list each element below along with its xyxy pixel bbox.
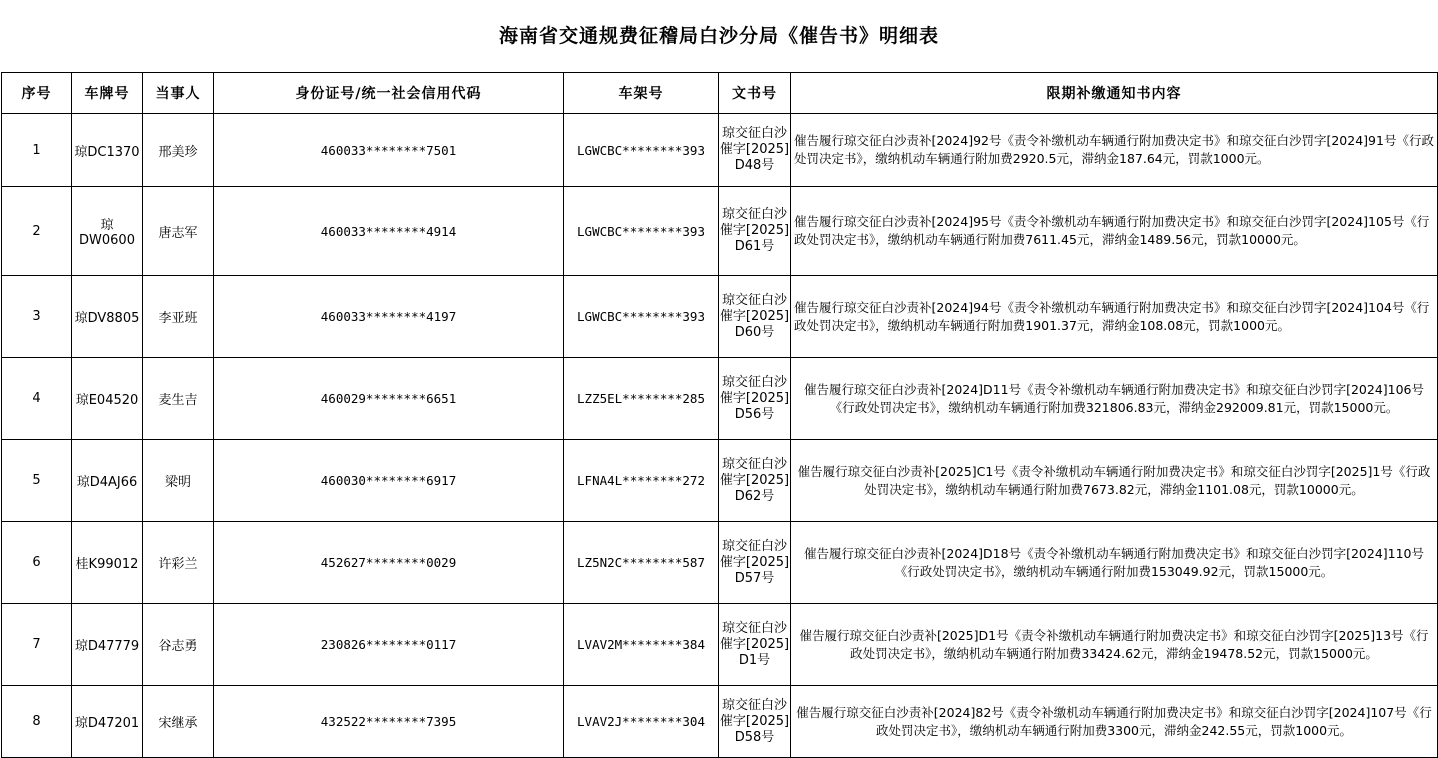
row-content: 催告履行琼交征白沙责补[2024]92号《责令补缴机动车辆通行附加费决定书》和琼交征白沙罚字[2024]91号《行政处罚决定书》，缴纳机动车辆通行附加费2920.5元，滞纳金187.64元，罚款1000元。 [791, 114, 1438, 187]
row-id: 460033********4914 [214, 187, 564, 276]
row-plate: 桂K99012 [72, 522, 143, 604]
table-row [2, 686, 1438, 758]
row-doc-no: 琼交征白沙催字[2025]D48号 [719, 114, 791, 187]
row-doc-no: 琼交征白沙催字[2025]D62号 [719, 440, 791, 522]
row-plate: 琼DW0600 [72, 187, 143, 276]
row-content: 催告履行琼交征白沙责补[2024]95号《责令补缴机动车辆通行附加费决定书》和琼交征白沙罚字[2024]105号《行政处罚决定书》，缴纳机动车辆通行附加费7611.45元，滞纳金1489.56元，罚款10000元。 [791, 187, 1438, 276]
row-no: 2 [2, 187, 72, 276]
row-doc-no: 琼交征白沙催字[2025]D1号 [719, 604, 791, 686]
table-header-row [2, 73, 1438, 114]
row-id: 230826********0117 [214, 604, 564, 686]
row-plate: 琼DV8805 [72, 276, 143, 358]
row-party: 邢美珍 [143, 114, 214, 187]
row-vin: LGWCBC********393 [564, 276, 719, 358]
col-header-id: 身份证号/统一社会信用代码 [214, 73, 564, 114]
col-header-doc: 文书号 [719, 73, 791, 114]
row-no: 3 [2, 276, 72, 358]
col-header-vin: 车架号 [564, 73, 719, 114]
table-row [2, 522, 1438, 604]
row-vin: LGWCBC********393 [564, 114, 719, 187]
row-party: 谷志勇 [143, 604, 214, 686]
row-vin: LVAV2J********304 [564, 686, 719, 758]
row-content: 催告履行琼交征白沙责补[2025]D1号《责令补缴机动车辆通行附加费决定书》和琼交征白沙罚字[2025]13号《行政处罚决定书》，缴纳机动车辆通行附加费33424.62元，滞纳金19478.52元，罚款15000元。 [791, 604, 1438, 686]
row-id: 452627********0029 [214, 522, 564, 604]
row-plate: 琼D47201 [72, 686, 143, 758]
table-row [2, 276, 1438, 358]
row-doc-no: 琼交征白沙催字[2025]D58号 [719, 686, 791, 758]
row-doc-no: 琼交征白沙催字[2025]D61号 [719, 187, 791, 276]
row-content: 催告履行琼交征白沙责补[2024]D18号《责令补缴机动车辆通行附加费决定书》和琼交征白沙罚字[2024]110号《行政处罚决定书》，缴纳机动车辆通行附加费153049.92元，罚款15000元。 [791, 522, 1438, 604]
row-id: 460033********7501 [214, 114, 564, 187]
row-content: 催告履行琼交征白沙责补[2024]82号《责令补缴机动车辆通行附加费决定书》和琼交征白沙罚字[2024]107号《行政处罚决定书》，缴纳机动车辆通行附加费3300元，滞纳金242.55元，罚款1000元。 [791, 686, 1438, 758]
row-party: 宋继承 [143, 686, 214, 758]
row-content: 催告履行琼交征白沙责补[2024]D11号《责令补缴机动车辆通行附加费决定书》和琼交征白沙罚字[2024]106号《行政处罚决定书》，缴纳机动车辆通行附加费321806.83元，滞纳金292009.81元，罚款15000元。 [791, 358, 1438, 440]
row-content: 催告履行琼交征白沙责补[2025]C1号《责令补缴机动车辆通行附加费决定书》和琼交征白沙罚字[2025]1号《行政处罚决定书》，缴纳机动车辆通行附加费7673.82元，滞纳金1101.08元，罚款10000元。 [791, 440, 1438, 522]
table-row [2, 358, 1438, 440]
row-party: 李亚班 [143, 276, 214, 358]
row-id: 460030********6917 [214, 440, 564, 522]
table-row [2, 604, 1438, 686]
row-no: 4 [2, 358, 72, 440]
row-plate: 琼DC1370 [72, 114, 143, 187]
row-no: 6 [2, 522, 72, 604]
row-id: 432522********7395 [214, 686, 564, 758]
col-header-no: 序号 [2, 73, 72, 114]
row-doc-no: 琼交征白沙催字[2025]D60号 [719, 276, 791, 358]
table-row [2, 187, 1438, 276]
row-vin: LZZ5EL********285 [564, 358, 719, 440]
col-header-party: 当事人 [143, 73, 214, 114]
row-party: 麦生吉 [143, 358, 214, 440]
row-id: 460029********6651 [214, 358, 564, 440]
row-party: 许彩兰 [143, 522, 214, 604]
row-vin: LGWCBC********393 [564, 187, 719, 276]
table-row [2, 114, 1438, 187]
row-party: 梁明 [143, 440, 214, 522]
row-content: 催告履行琼交征白沙责补[2024]94号《责令补缴机动车辆通行附加费决定书》和琼交征白沙罚字[2024]104号《行政处罚决定书》，缴纳机动车辆通行附加费1901.37元，滞纳金108.08元，罚款1000元。 [791, 276, 1438, 358]
row-doc-no: 琼交征白沙催字[2025]D56号 [719, 358, 791, 440]
row-no: 5 [2, 440, 72, 522]
row-vin: LZ5N2C********587 [564, 522, 719, 604]
row-plate: 琼E04520 [72, 358, 143, 440]
row-plate: 琼D4AJ66 [72, 440, 143, 522]
col-header-plate: 车牌号 [72, 73, 143, 114]
row-vin: LVAV2M********384 [564, 604, 719, 686]
row-id: 460033********4197 [214, 276, 564, 358]
table-row [2, 440, 1438, 522]
notice-table [1, 72, 1438, 758]
row-no: 7 [2, 604, 72, 686]
row-doc-no: 琼交征白沙催字[2025]D57号 [719, 522, 791, 604]
row-no: 8 [2, 686, 72, 758]
row-no: 1 [2, 114, 72, 187]
page-title: 海南省交通规费征稽局白沙分局《催告书》明细表 [498, 25, 939, 47]
row-plate: 琼D47779 [72, 604, 143, 686]
row-vin: LFNA4L********272 [564, 440, 719, 522]
col-header-content: 限期补缴通知书内容 [791, 73, 1438, 114]
row-party: 唐志军 [143, 187, 214, 276]
